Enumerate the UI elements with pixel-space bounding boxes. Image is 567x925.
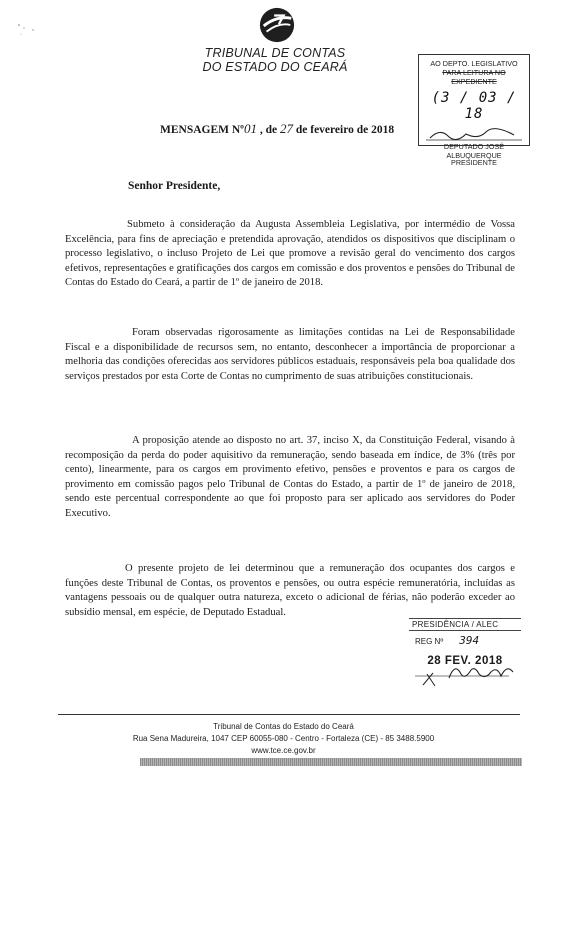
paragraph-2: Foram observadas rigorosamente as limitações contidas na Lei de Responsabilidade Fiscal e a disponibilidade de recursos sem, no entanto, desconhecer a importância de proporcionar a melhoria das condições oferecidas aos servidores públicos estaduais, responsáveis pela boa qualidade dos serviços prestados por esta Corte de Contas no cumprimento de suas atribuições constitucionais.	[65, 327, 515, 382]
paragraph-4: O presente projeto de lei determinou que a remuneração dos ocupantes dos cargos e funções deste Tribunal de Contas, os proventos e pensões, ou outra espécie remuneratória, incluídas as vantagens pessoais ou de qualquer outra natureza, exceto o adicional de férias, não poderão exceder ao subsídio mensal, em espécie, de Deputado Estadual.	[65, 563, 515, 618]
footer-divider	[58, 714, 520, 715]
registry-stamp-title: PRESIDÊNCIA / ALEC	[409, 618, 521, 631]
paragraph-1: Submeto à consideração da Augusta Assembleia Legislativa, por intermédio de Vossa Excelência, para fins de apreciação e pretendida aprovação, atendidos os dispositivos que disciplinam o processo legislativo, o incluso Projeto de Lei que promove a revisão geral do vencimento dos cargos efetivos, representações e gratificações dos cargos em comissão e dos proventos e pensões do Tribunal de Contas do Estado do Ceará, a partir de 1º de janeiro de 2018.	[65, 219, 515, 289]
paragraph-3: A proposição atende ao disposto no art. 37, inciso X, da Constituição Federal, visando à recomposição da perda do poder aquisitivo da remuneração, sendo baseada em índice, de 3% (três por cento), linearmente, para os cargos em provimento efetivo, pensões e proventos e para os cargos de provimento em comissão pagos pelo Tribunal de Contas do Estado, a partir de 1º de janeiro de 2018, sendo este percentual correspondente ao que foi proposto para ser aplicado aos servidores do Poder Executivo.	[65, 435, 515, 519]
stamp-dept-date: (3 / 03 / 18	[431, 90, 517, 122]
organization-name	[200, 46, 350, 74]
stamp-dept-line-2: PARA LEITURA NO EXPEDIENTE	[442, 68, 506, 86]
footer-org: Tribunal de Contas do Estado do Ceará	[213, 722, 354, 731]
legislative-dept-stamp	[418, 54, 530, 167]
stamp-dept-line-3: DEPUTADO JOSÉ ALBUQUERQUE	[443, 142, 505, 160]
org-line-1: TRIBUNAL DE CONTAS	[204, 46, 346, 60]
footer-address: Rua Sena Madureira, 1047 CEP 60055-080 - Centro - Fortaleza (CE) - 85 3488.5900	[132, 734, 435, 743]
registry-stamp	[409, 618, 521, 688]
message-mid: , de	[259, 124, 278, 136]
stamp-dept-line-4: PRESIDENTE	[451, 158, 497, 167]
registry-number: 394	[459, 634, 480, 647]
tce-logo-icon	[258, 6, 296, 44]
message-prefix: MENSAGEM Nº	[160, 124, 244, 136]
footer-decorative-bar	[140, 758, 522, 766]
org-line-2: DO ESTADO DO CEARÁ	[202, 60, 348, 74]
scan-specks-icon	[15, 20, 45, 60]
registry-date: 28 FEV. 2018	[427, 655, 503, 667]
stamp-dept-line-1: AO DEPTO. LEGISLATIVO	[430, 59, 518, 68]
signature-icon	[426, 126, 522, 142]
registry-label: REG Nº	[415, 637, 444, 646]
salutation: Senhor Presidente,	[128, 180, 221, 192]
message-number: 01	[243, 121, 257, 136]
message-date-suffix: de fevereiro de 2018	[295, 124, 395, 136]
message-day: 27	[279, 121, 293, 136]
registry-signature-icon	[409, 660, 521, 688]
footer-website: www.tce.ce.gov.br	[251, 746, 316, 755]
message-heading	[160, 121, 394, 137]
